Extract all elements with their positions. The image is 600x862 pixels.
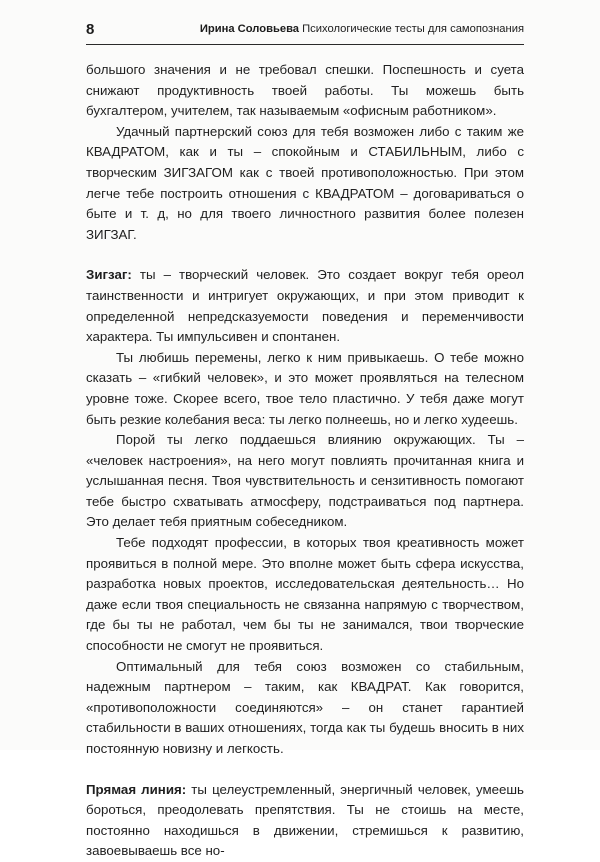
paragraph-zigzag-intro	[86, 265, 524, 347]
book-title: Психологические тесты для самопознания	[302, 23, 524, 35]
term-straight-line: Прямая линия:	[86, 781, 187, 797]
paragraph-zigzag-influence: Порой ты легко поддаешься влиянию окружающих. Ты – «человек настроения», на него могут повлиять прочитанная книга и услышанная песня. Твоя чувствительность и сензитивность помогают тебе быстро схватывать атмосферу, подстраиваться под партнера. Это делает тебя приятным собеседником.	[86, 432, 524, 530]
zigzag-intro-text: ты – творческий человек. Это создает вокруг тебя ореол таинственности и интригует окружающих, и при этом приводит к определенной непредсказуемости поведения и переменчивости характера. Ты импульсивен и спонтанен.	[86, 267, 524, 345]
term-zigzag: Зигзаг:	[86, 267, 132, 283]
page-header	[86, 18, 524, 45]
running-head	[200, 23, 524, 35]
paragraph-straight-line-intro	[86, 780, 524, 862]
straight-line-intro-text: ты целеустремленный, энергичный человек, умеешь бороться, преодолевать препятствия. Ты не стоишь на месте, постоянно находишься в движении, стремишься к развитию, завоевываешь все но-	[86, 781, 524, 859]
body-text	[86, 60, 524, 862]
author-name: Ирина Соловьева	[199, 23, 300, 35]
paragraph-zigzag-changes: Ты любишь перемены, легко к ним привыкаешь. О тебе можно сказать – «гибкий человек», и это может проявляться на телесном уровне тоже. Скорее всего, твое тело пластично. У тебя даже могут быть резкие колебания веса: ты легко полнеешь, но и легко худеешь.	[86, 349, 524, 427]
page-number: 8	[86, 21, 95, 38]
paragraph-continuation: большого значения и не требовал спешки. Поспешность и суета снижают продуктивность твоей работы. Ты можешь быть бухгалтером, учителем, так называемым «офисным работником».	[86, 62, 524, 119]
paragraph-partner-quadrat: Удачный партнерский союз для тебя возможен либо с таким же КВАДРАТОМ, как и ты – спокойным и СТАБИЛЬНЫМ, либо с творческим ЗИГЗАГОМ как с твоей противоположностью. При этом легче тебе построить отношения с КВАДРАТОМ – договариваться о быте и т. д, но для твоего личностного развития более полезен ЗИГЗАГ.	[86, 123, 524, 242]
paragraph-zigzag-partner: Оптимальный для тебя союз возможен со стабильным, надежным партнером – таким, как КВАДРАТ. Как говорится, «противоположности соединяются» – он станет гарантией стабильности в ваших отношениях, тогда как ты будешь вносить в них постоянную новизну и легкость.	[86, 658, 524, 756]
paragraph-zigzag-professions: Тебе подходят профессии, в которых твоя креативность может проявиться в полной мере. Это вполне может быть сфера искусства, разработка новых проектов, исследовательская деятельность… Но даже если твоя специальность не связанна напрямую с творчеством, где бы ты не работал, чем бы ты не занимался, твои творческие способности не смогут не проявиться.	[86, 535, 524, 654]
